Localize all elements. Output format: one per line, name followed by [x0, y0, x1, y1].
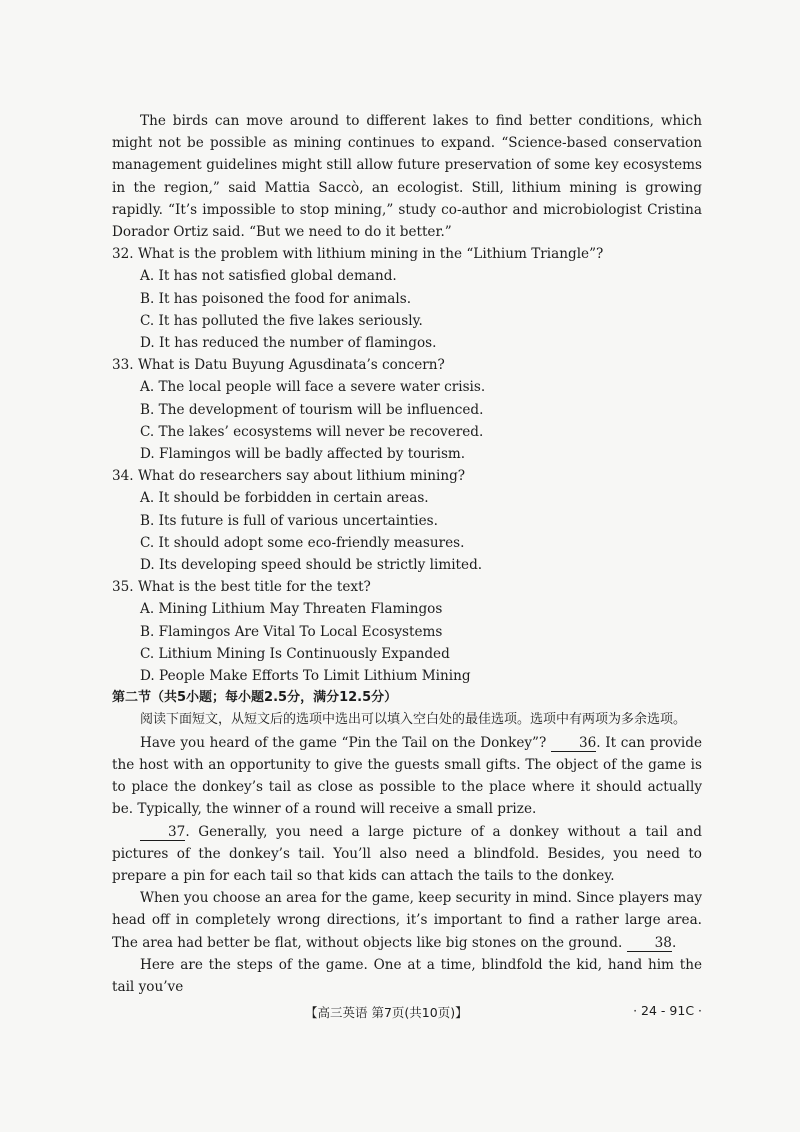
question-stem: 34. What do researchers say about lithium mining? — [112, 468, 466, 485]
section-heading: 第二节（共5小题；每小题2.5分，满分12.5分） — [112, 690, 398, 706]
option-c: C. The lakes’ ecosystems will never be recovered. — [140, 423, 484, 440]
option-d: D. Its developing speed should be strictly limited. — [140, 557, 483, 574]
section-instructions: 阅读下面短文，从短文后的选项中选出可以填入空白处的最佳选项。选项中有两项为多余选项。 — [140, 712, 687, 728]
option-a: A. It should be forbidden in certain areas. — [140, 490, 429, 507]
option-b: B. It has poisoned the food for animals. — [140, 290, 412, 307]
question-32 — [112, 243, 702, 354]
blank-36: 36 — [551, 735, 596, 752]
option-d: D. People Make Efforts To Limit Lithium Mining — [140, 668, 471, 685]
question-35 — [112, 576, 702, 687]
footer-page-info: 【高三英语 第7页(共10页)】 — [305, 1005, 468, 1020]
option-c: C. It has polluted the five lakes seriously. — [140, 312, 423, 329]
blank-38: 38 — [627, 935, 672, 952]
option-c: C. It should adopt some eco-friendly measures. — [140, 534, 465, 551]
cloze-paragraph-3: When you choose an area for the game, keep security in mind. Since players may head off in completely wrong directions, it’s important to find a rather large area. The area had better be flat, without objects like big stones on the ground. 38. — [112, 890, 702, 951]
question-34 — [112, 465, 702, 576]
option-b: B. Flamingos Are Vital To Local Ecosystems — [140, 623, 443, 640]
option-c: C. Lithium Mining Is Continuously Expanded — [140, 645, 450, 662]
question-stem: 35. What is the best title for the text? — [112, 579, 371, 596]
option-a: A. Mining Lithium May Threaten Flamingos — [140, 601, 443, 618]
option-a: A. It has not satisfied global demand. — [140, 268, 397, 285]
cloze-paragraph-4: Here are the steps of the game. One at a time, blindfold the kid, hand him the tail you’ve — [112, 956, 702, 995]
option-d: D. Flamingos will be badly affected by tourism. — [140, 446, 466, 463]
option-b: B. Its future is full of various uncertainties. — [140, 512, 438, 529]
cloze-paragraph-2: 37. Generally, you need a large picture of a donkey without a tail and pictures of the donkey’s tail. You’ll also need a blindfold. Besides, you need to prepare a pin for each tail so that kids can attach the tails to the donkey. — [112, 823, 702, 884]
question-stem: 32. What is the problem with lithium mining in the “Lithium Triangle”? — [112, 246, 604, 263]
cloze-paragraph-1: Have you heard of the game “Pin the Tail on the Donkey”? 36. It can provide the host with an opportunity to give the guests small gifts. The object of the game is to place the donkey’s tail as close as possible to the place where it should actually be. Typically, the winner of a round will receive a small prize. — [112, 734, 703, 818]
page-content — [112, 110, 702, 998]
question-stem: 33. What is Datu Buyung Agusdinata’s concern? — [112, 357, 445, 374]
blank-37: 37 — [140, 824, 185, 841]
passage-paragraph: The birds can move around to different lakes to find better conditions, which might not be possible as mining continues to expand. “Science-based conservation management guidelines might still allow future preservation of some key ecosystems in the region,” said Mattia Saccò, an ecologist. Still, lithium mining is growing rapidly. “It’s impossible to stop mining,” study co-author and microbiologist Cristina Dorador Ortiz said. “But we need to do it better.” — [112, 113, 702, 241]
option-d: D. It has reduced the number of flamingos. — [140, 335, 437, 352]
option-a: A. The local people will face a severe water crisis. — [140, 379, 486, 396]
question-33 — [112, 354, 702, 465]
footer-code: · 24 - 91C · — [633, 1003, 702, 1018]
option-b: B. The development of tourism will be influenced. — [140, 401, 484, 418]
